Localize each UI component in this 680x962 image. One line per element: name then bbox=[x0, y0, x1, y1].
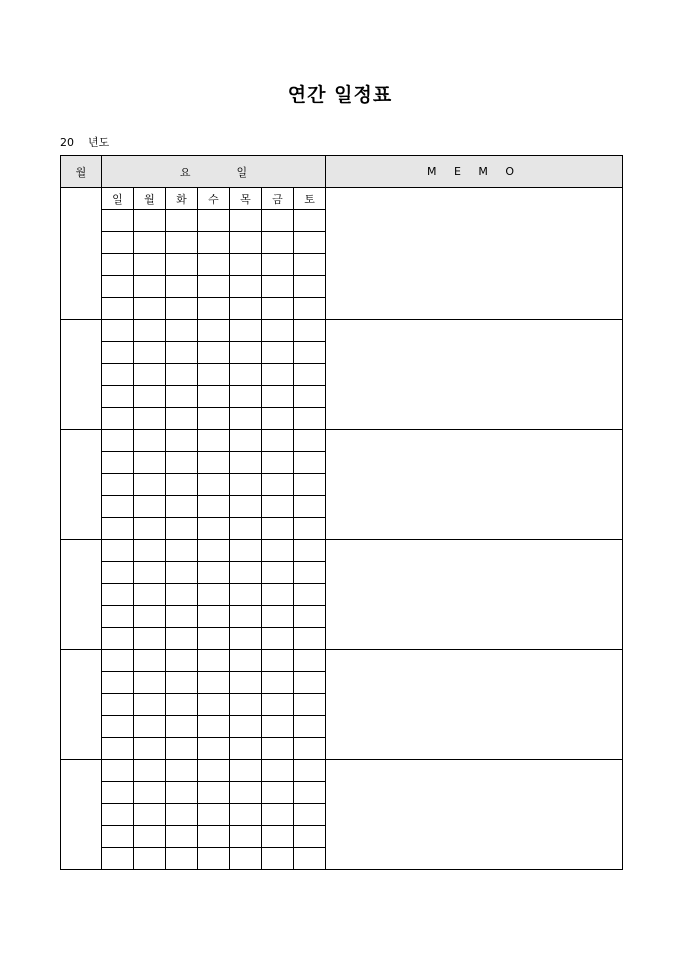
weekday-label: 수 bbox=[198, 188, 230, 210]
day-cell[interactable] bbox=[230, 342, 262, 364]
day-cell[interactable] bbox=[230, 496, 262, 518]
day-cell[interactable] bbox=[102, 210, 134, 232]
day-cell[interactable] bbox=[294, 628, 326, 650]
table-row bbox=[61, 760, 623, 782]
page-title: 연간 일정표 bbox=[287, 84, 393, 106]
day-cell[interactable] bbox=[102, 232, 134, 254]
day-cell[interactable] bbox=[198, 782, 230, 804]
day-cell[interactable] bbox=[134, 540, 166, 562]
day-cell[interactable] bbox=[166, 782, 198, 804]
day-cell[interactable] bbox=[102, 672, 134, 694]
day-cell[interactable] bbox=[102, 848, 134, 870]
day-cell[interactable] bbox=[198, 276, 230, 298]
day-cell[interactable] bbox=[134, 364, 166, 386]
day-cell[interactable] bbox=[294, 298, 326, 320]
day-cell[interactable] bbox=[166, 804, 198, 826]
day-cell[interactable] bbox=[134, 518, 166, 540]
day-cell[interactable] bbox=[230, 540, 262, 562]
day-cell[interactable] bbox=[262, 606, 294, 628]
day-cell[interactable] bbox=[294, 386, 326, 408]
day-cell[interactable] bbox=[102, 276, 134, 298]
day-cell[interactable] bbox=[134, 474, 166, 496]
year-label: 20 년도 bbox=[60, 136, 110, 149]
weekday-header bbox=[102, 156, 326, 188]
day-cell[interactable] bbox=[294, 254, 326, 276]
day-cell[interactable] bbox=[294, 364, 326, 386]
day-cell[interactable] bbox=[198, 804, 230, 826]
day-cell[interactable] bbox=[230, 606, 262, 628]
day-cell[interactable] bbox=[230, 518, 262, 540]
weekday-label: 월 bbox=[134, 188, 166, 210]
day-cell[interactable] bbox=[198, 518, 230, 540]
day-cell[interactable] bbox=[134, 232, 166, 254]
day-cell[interactable] bbox=[102, 386, 134, 408]
day-cell[interactable] bbox=[166, 650, 198, 672]
day-cell[interactable] bbox=[166, 540, 198, 562]
day-cell[interactable] bbox=[166, 496, 198, 518]
day-cell[interactable] bbox=[166, 628, 198, 650]
day-cell[interactable] bbox=[294, 584, 326, 606]
day-cell[interactable] bbox=[166, 562, 198, 584]
day-cell[interactable] bbox=[294, 276, 326, 298]
day-cell[interactable] bbox=[294, 540, 326, 562]
day-cell[interactable] bbox=[294, 650, 326, 672]
day-cell[interactable] bbox=[230, 364, 262, 386]
day-cell[interactable] bbox=[198, 650, 230, 672]
day-cell[interactable] bbox=[134, 694, 166, 716]
day-cell[interactable] bbox=[294, 804, 326, 826]
day-cell[interactable] bbox=[262, 584, 294, 606]
day-cell[interactable] bbox=[198, 540, 230, 562]
day-cell[interactable] bbox=[230, 276, 262, 298]
day-cell[interactable] bbox=[166, 848, 198, 870]
day-cell[interactable] bbox=[294, 760, 326, 782]
day-cell[interactable] bbox=[134, 254, 166, 276]
day-cell[interactable] bbox=[230, 386, 262, 408]
day-cell[interactable] bbox=[134, 628, 166, 650]
day-cell[interactable] bbox=[262, 848, 294, 870]
day-cell[interactable] bbox=[230, 298, 262, 320]
day-cell[interactable] bbox=[294, 606, 326, 628]
day-cell[interactable] bbox=[262, 628, 294, 650]
day-cell[interactable] bbox=[198, 826, 230, 848]
day-cell[interactable] bbox=[166, 276, 198, 298]
day-cell[interactable] bbox=[134, 848, 166, 870]
day-cell[interactable] bbox=[102, 298, 134, 320]
day-cell[interactable] bbox=[230, 408, 262, 430]
day-cell[interactable] bbox=[230, 210, 262, 232]
day-cell[interactable] bbox=[166, 298, 198, 320]
day-cell[interactable] bbox=[166, 584, 198, 606]
day-cell[interactable] bbox=[198, 452, 230, 474]
month-cell[interactable] bbox=[61, 320, 102, 430]
day-cell[interactable] bbox=[134, 804, 166, 826]
day-cell[interactable] bbox=[262, 430, 294, 452]
day-cell[interactable] bbox=[230, 320, 262, 342]
day-cell[interactable] bbox=[134, 738, 166, 760]
day-cell[interactable] bbox=[262, 518, 294, 540]
day-cell[interactable] bbox=[262, 254, 294, 276]
month-cell[interactable] bbox=[61, 760, 102, 870]
memo-cell[interactable] bbox=[326, 188, 623, 320]
day-cell[interactable] bbox=[102, 474, 134, 496]
day-cell[interactable] bbox=[166, 232, 198, 254]
day-cell[interactable] bbox=[262, 804, 294, 826]
day-cell[interactable] bbox=[198, 848, 230, 870]
day-cell[interactable] bbox=[102, 826, 134, 848]
day-cell[interactable] bbox=[262, 826, 294, 848]
day-cell[interactable] bbox=[198, 364, 230, 386]
day-cell[interactable] bbox=[230, 738, 262, 760]
day-cell[interactable] bbox=[262, 276, 294, 298]
day-cell[interactable] bbox=[102, 628, 134, 650]
day-cell[interactable] bbox=[230, 848, 262, 870]
day-cell[interactable] bbox=[294, 694, 326, 716]
day-cell[interactable] bbox=[294, 782, 326, 804]
day-cell[interactable] bbox=[102, 782, 134, 804]
day-cell[interactable] bbox=[230, 650, 262, 672]
weekday-label: 토 bbox=[294, 188, 326, 210]
month-header: 월 bbox=[61, 156, 102, 188]
day-cell[interactable] bbox=[294, 826, 326, 848]
day-cell[interactable] bbox=[198, 232, 230, 254]
day-cell[interactable] bbox=[262, 320, 294, 342]
day-cell[interactable] bbox=[102, 496, 134, 518]
day-cell[interactable] bbox=[102, 254, 134, 276]
day-cell[interactable] bbox=[198, 342, 230, 364]
day-cell[interactable] bbox=[294, 474, 326, 496]
table-row bbox=[61, 430, 623, 452]
day-cell[interactable] bbox=[262, 364, 294, 386]
memo-cell[interactable] bbox=[326, 430, 623, 540]
day-cell[interactable] bbox=[230, 672, 262, 694]
table-row bbox=[61, 650, 623, 672]
day-cell[interactable] bbox=[102, 452, 134, 474]
day-cell[interactable] bbox=[134, 606, 166, 628]
day-cell[interactable] bbox=[166, 694, 198, 716]
day-cell[interactable] bbox=[230, 562, 262, 584]
day-cell[interactable] bbox=[166, 474, 198, 496]
day-cell[interactable] bbox=[134, 716, 166, 738]
day-cell[interactable] bbox=[102, 694, 134, 716]
day-cell[interactable] bbox=[166, 760, 198, 782]
day-cell[interactable] bbox=[166, 210, 198, 232]
day-cell[interactable] bbox=[230, 716, 262, 738]
day-cell[interactable] bbox=[134, 320, 166, 342]
day-cell[interactable] bbox=[198, 474, 230, 496]
day-cell[interactable] bbox=[230, 628, 262, 650]
day-cell[interactable] bbox=[262, 694, 294, 716]
day-cell[interactable] bbox=[294, 716, 326, 738]
day-cell[interactable] bbox=[198, 760, 230, 782]
day-cell[interactable] bbox=[230, 694, 262, 716]
day-cell[interactable] bbox=[198, 408, 230, 430]
day-cell[interactable] bbox=[198, 716, 230, 738]
day-cell[interactable] bbox=[134, 276, 166, 298]
weekday-label: 금 bbox=[262, 188, 294, 210]
day-cell[interactable] bbox=[134, 386, 166, 408]
day-cell[interactable] bbox=[134, 584, 166, 606]
day-cell[interactable] bbox=[294, 342, 326, 364]
weekday-header-right: 일 bbox=[236, 165, 248, 179]
day-cell[interactable] bbox=[134, 342, 166, 364]
day-cell[interactable] bbox=[102, 430, 134, 452]
day-cell[interactable] bbox=[198, 320, 230, 342]
month-cell[interactable] bbox=[61, 650, 102, 760]
day-cell[interactable] bbox=[262, 738, 294, 760]
day-cell[interactable] bbox=[134, 562, 166, 584]
day-cell[interactable] bbox=[294, 738, 326, 760]
day-cell[interactable] bbox=[294, 232, 326, 254]
day-cell[interactable] bbox=[198, 562, 230, 584]
day-cell[interactable] bbox=[134, 496, 166, 518]
day-cell[interactable] bbox=[102, 518, 134, 540]
day-cell[interactable] bbox=[166, 606, 198, 628]
day-cell[interactable] bbox=[166, 430, 198, 452]
day-cell[interactable] bbox=[262, 232, 294, 254]
day-cell[interactable] bbox=[102, 408, 134, 430]
day-cell[interactable] bbox=[262, 496, 294, 518]
day-cell[interactable] bbox=[166, 716, 198, 738]
day-cell[interactable] bbox=[134, 782, 166, 804]
weekday-label: 일 bbox=[102, 188, 134, 210]
day-cell[interactable] bbox=[198, 496, 230, 518]
day-cell[interactable] bbox=[262, 562, 294, 584]
day-cell[interactable] bbox=[198, 628, 230, 650]
table-row bbox=[61, 540, 623, 562]
day-cell[interactable] bbox=[294, 496, 326, 518]
day-cell[interactable] bbox=[230, 254, 262, 276]
day-cell[interactable] bbox=[166, 386, 198, 408]
day-cell[interactable] bbox=[134, 430, 166, 452]
day-cell[interactable] bbox=[102, 320, 134, 342]
day-cell[interactable] bbox=[294, 672, 326, 694]
day-cell[interactable] bbox=[134, 452, 166, 474]
day-cell[interactable] bbox=[262, 474, 294, 496]
day-cell[interactable] bbox=[230, 232, 262, 254]
day-cell[interactable] bbox=[102, 716, 134, 738]
day-cell[interactable] bbox=[230, 826, 262, 848]
day-cell[interactable] bbox=[198, 254, 230, 276]
day-cell[interactable] bbox=[198, 584, 230, 606]
day-cell[interactable] bbox=[198, 298, 230, 320]
day-cell[interactable] bbox=[198, 210, 230, 232]
schedule-table bbox=[60, 155, 623, 870]
day-cell[interactable] bbox=[166, 254, 198, 276]
day-cell[interactable] bbox=[294, 518, 326, 540]
day-cell[interactable] bbox=[166, 826, 198, 848]
day-cell[interactable] bbox=[166, 672, 198, 694]
month-cell[interactable] bbox=[61, 430, 102, 540]
day-cell[interactable] bbox=[198, 386, 230, 408]
memo-cell[interactable] bbox=[326, 760, 623, 870]
day-cell[interactable] bbox=[262, 782, 294, 804]
day-cell[interactable] bbox=[262, 298, 294, 320]
day-cell[interactable] bbox=[262, 672, 294, 694]
day-cell[interactable] bbox=[294, 408, 326, 430]
day-cell[interactable] bbox=[166, 518, 198, 540]
day-cell[interactable] bbox=[102, 804, 134, 826]
day-cell[interactable] bbox=[262, 540, 294, 562]
day-cell[interactable] bbox=[102, 342, 134, 364]
month-cell[interactable] bbox=[61, 540, 102, 650]
day-cell[interactable] bbox=[294, 452, 326, 474]
day-cell[interactable] bbox=[134, 760, 166, 782]
weekday-header-left: 요 bbox=[179, 165, 191, 179]
day-cell[interactable] bbox=[198, 672, 230, 694]
day-cell[interactable] bbox=[262, 386, 294, 408]
day-cell[interactable] bbox=[102, 738, 134, 760]
day-cell[interactable] bbox=[198, 430, 230, 452]
day-cell[interactable] bbox=[294, 848, 326, 870]
day-cell[interactable] bbox=[262, 760, 294, 782]
day-cell[interactable] bbox=[230, 430, 262, 452]
day-cell[interactable] bbox=[230, 474, 262, 496]
memo-cell[interactable] bbox=[326, 320, 623, 430]
day-cell[interactable] bbox=[230, 452, 262, 474]
day-cell[interactable] bbox=[294, 210, 326, 232]
day-cell[interactable] bbox=[102, 650, 134, 672]
table-row bbox=[61, 320, 623, 342]
day-cell[interactable] bbox=[134, 408, 166, 430]
day-cell[interactable] bbox=[102, 364, 134, 386]
day-cell[interactable] bbox=[134, 210, 166, 232]
day-cell[interactable] bbox=[166, 408, 198, 430]
day-cell[interactable] bbox=[166, 342, 198, 364]
day-cell[interactable] bbox=[166, 738, 198, 760]
day-cell[interactable] bbox=[166, 452, 198, 474]
day-cell[interactable] bbox=[198, 606, 230, 628]
day-cell[interactable] bbox=[134, 298, 166, 320]
day-cell[interactable] bbox=[134, 650, 166, 672]
day-cell[interactable] bbox=[262, 650, 294, 672]
memo-cell[interactable] bbox=[326, 540, 623, 650]
table-row bbox=[61, 188, 623, 210]
day-cell[interactable] bbox=[198, 694, 230, 716]
weekday-label: 목 bbox=[230, 188, 262, 210]
day-cell[interactable] bbox=[262, 342, 294, 364]
day-cell[interactable] bbox=[230, 760, 262, 782]
day-cell[interactable] bbox=[134, 826, 166, 848]
header-row bbox=[61, 156, 623, 188]
day-cell[interactable] bbox=[166, 320, 198, 342]
day-cell[interactable] bbox=[230, 804, 262, 826]
day-cell[interactable] bbox=[102, 606, 134, 628]
day-cell[interactable] bbox=[262, 716, 294, 738]
day-cell[interactable] bbox=[262, 408, 294, 430]
day-cell[interactable] bbox=[198, 738, 230, 760]
day-cell[interactable] bbox=[102, 760, 134, 782]
weekday-label: 화 bbox=[166, 188, 198, 210]
memo-cell[interactable] bbox=[326, 650, 623, 760]
day-cell[interactable] bbox=[294, 562, 326, 584]
day-cell[interactable] bbox=[294, 320, 326, 342]
day-cell[interactable] bbox=[134, 672, 166, 694]
day-cell[interactable] bbox=[230, 584, 262, 606]
day-cell[interactable] bbox=[230, 782, 262, 804]
day-cell[interactable] bbox=[102, 562, 134, 584]
day-cell[interactable] bbox=[166, 364, 198, 386]
memo-header: M E M O bbox=[326, 156, 623, 188]
day-cell[interactable] bbox=[294, 430, 326, 452]
day-cell[interactable] bbox=[262, 452, 294, 474]
month-cell[interactable] bbox=[61, 188, 102, 320]
day-cell[interactable] bbox=[102, 540, 134, 562]
day-cell[interactable] bbox=[262, 210, 294, 232]
day-cell[interactable] bbox=[102, 584, 134, 606]
